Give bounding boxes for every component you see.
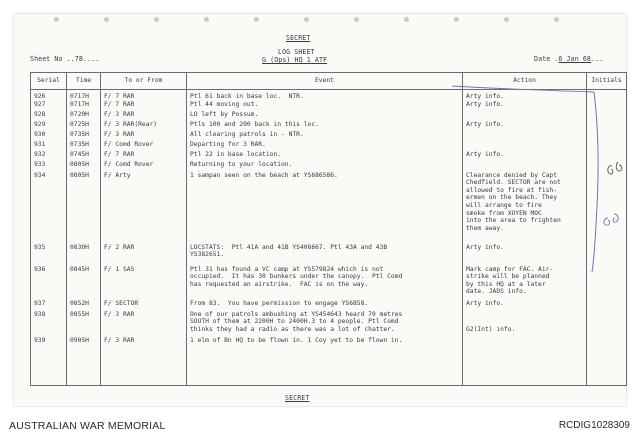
action-cell: Mark camp for FAC. Air- strike will be planned by this HQ at a later date. JADS info. [463,266,587,300]
handwritten-annotations [444,84,624,274]
date-dots: ... [590,55,604,63]
initials-signature [604,214,618,225]
handwritten-line-mark [452,86,594,92]
serial-cell: 937 [31,300,67,311]
action-cell: Arty info. [463,90,587,101]
col-header-event: Event [187,73,463,90]
punch-hole [454,17,459,22]
log-sheet-title: LOG SHEET [278,48,315,56]
event-cell: All clearing patrols in - NTR. [187,131,463,141]
initials-signature [608,162,622,174]
col-header-initials: Initials [587,73,627,90]
time-cell: 0717H [67,101,101,111]
from-cell: F/ Comd Rover [101,161,187,172]
serial-cell: 927 [31,101,67,111]
punch-hole [154,17,159,22]
from-cell: F/ 3 RAR [101,311,187,337]
col-header-to-or-from: To or From [101,73,187,90]
serial-cell: 928 [31,111,67,121]
punch-hole [254,17,259,22]
sheet-number-field [30,55,99,63]
action-cell: Clearance denied by Capt Chedfield. SECTOR are not allowed to fire at fish- ermen on the beach. They will arrange to fire smoke from XUYEN MOC into the area to frighten them away. [463,172,587,244]
serial-cell: 926 [31,90,67,101]
time-cell: 0830H [67,244,101,266]
from-cell: F/ Comd Rover [101,141,187,151]
event-cell: One of our patrols ambushing at YS454643 heard 70 metres SOUTH of them at 2200H to 2400H.3 to 4 people. Ptl Comd thinks they had a radio as there was a lot of chatter. [187,311,463,337]
serial-cell: 935 [31,244,67,266]
action-cell: Arty info. [463,121,587,131]
initials-cell [587,300,627,311]
log-sheet-unit: G (Ops) HQ 1 ATF [262,56,328,64]
record-id: RCDIG1028309 [558,420,630,431]
sheet-dots: .... [82,55,100,63]
punch-hole [204,17,209,22]
date-value: 6 Jan 68 [558,55,591,63]
event-cell: Ptl 22 in base location. [187,151,463,161]
action-cell: Arty info. [463,101,587,111]
serial-cell: 934 [31,172,67,244]
archive-footer [0,414,640,437]
time-cell: 0855H [67,311,101,337]
time-cell: 0745H [67,151,101,161]
serial-cell: 932 [31,151,67,161]
from-cell: F/ 7 RAR [101,90,187,101]
from-cell: F/ 7 RAR [101,101,187,111]
log-row [31,337,627,386]
punch-hole [354,17,359,22]
from-cell: F/ SECTOR [101,300,187,311]
sheet-label: Sheet No .. [30,55,75,63]
initials-cell [587,337,627,386]
punch-hole [304,17,309,22]
date-field [534,55,603,63]
col-header-time: Time [67,73,101,90]
punch-hole [504,17,509,22]
log-sheet-page [14,14,626,406]
sheet-number: 78 [74,55,83,63]
classification-top: SECRET [286,34,311,42]
log-row [31,311,627,337]
event-cell: 1 elm of Bn HQ to be flown in. 1 Coy yet to be flown in. [187,337,463,386]
serial-cell: 936 [31,266,67,300]
from-cell: F/ 1 SAS [101,266,187,300]
from-cell: F/ 3 RAR(Rear) [101,121,187,131]
serial-cell: 938 [31,311,67,337]
action-cell [463,337,587,386]
event-cell: LOCSTATS: Ptl 41A and 41B YS408667. Ptl 43A and 43B YS382651. [187,244,463,266]
time-cell: 0805H [67,161,101,172]
action-cell: Arty info. [463,244,587,266]
initials-cell [587,311,627,337]
time-cell: 0735H [67,131,101,141]
time-cell: 0905H [67,337,101,386]
from-cell: F/ 2 RAR [101,244,187,266]
event-cell: 1 sampan seen on the beach at YS686586. [187,172,463,244]
serial-cell: 939 [31,337,67,386]
event-cell: Departing for 3 RAR. [187,141,463,151]
punch-hole [54,17,59,22]
from-cell: F/ 3 RAR [101,111,187,121]
action-cell: Arty info. [463,151,587,161]
time-cell: 0735H [67,141,101,151]
time-cell: 0852H [67,300,101,311]
serial-cell: 929 [31,121,67,131]
event-cell: Ptl 61 back in base loc. NTR. [187,90,463,101]
event-cell: LO left by Possum. [187,111,463,121]
col-header-serial: Serial [31,73,67,90]
institution-label: AUSTRALIAN WAR MEMORIAL [9,420,166,432]
handwritten-bracket-mark [592,92,598,272]
punch-hole [554,17,559,22]
classification-bottom: SECRET [285,394,310,402]
event-cell: From 83. You have permission to engage YS6858. [187,300,463,311]
date-label: Date . [534,55,559,63]
from-cell: F/ 7 RAR [101,151,187,161]
event-cell: Ptls 100 and 200 back in this loc. [187,121,463,131]
action-cell: G2(Int) info. [463,311,587,337]
serial-cell: 931 [31,141,67,151]
log-row [31,300,627,311]
from-cell: F/ 3 RAR [101,131,187,141]
time-cell: 0725H [67,121,101,131]
punch-hole [104,17,109,22]
col-header-action: Action [463,73,587,90]
from-cell: F/ 3 RAR [101,337,187,386]
action-cell: Arty info. [463,300,587,311]
punch-hole [404,17,409,22]
from-cell: F/ Arty [101,172,187,244]
event-cell: Ptl 44 moving out. [187,101,463,111]
time-cell: 0720H [67,111,101,121]
event-cell: Returning to your location. [187,161,463,172]
time-cell: 0805H [67,172,101,244]
serial-cell: 933 [31,161,67,172]
time-cell: 0845H [67,266,101,300]
event-cell: Ptl 31 has found a VC camp at YS579824 which is not occupied. It has 30 bunkers under the canopy. Ptl Comd has requested an airstrike. FAC is on the way. [187,266,463,300]
serial-cell: 930 [31,131,67,141]
time-cell: 0717H [67,90,101,101]
